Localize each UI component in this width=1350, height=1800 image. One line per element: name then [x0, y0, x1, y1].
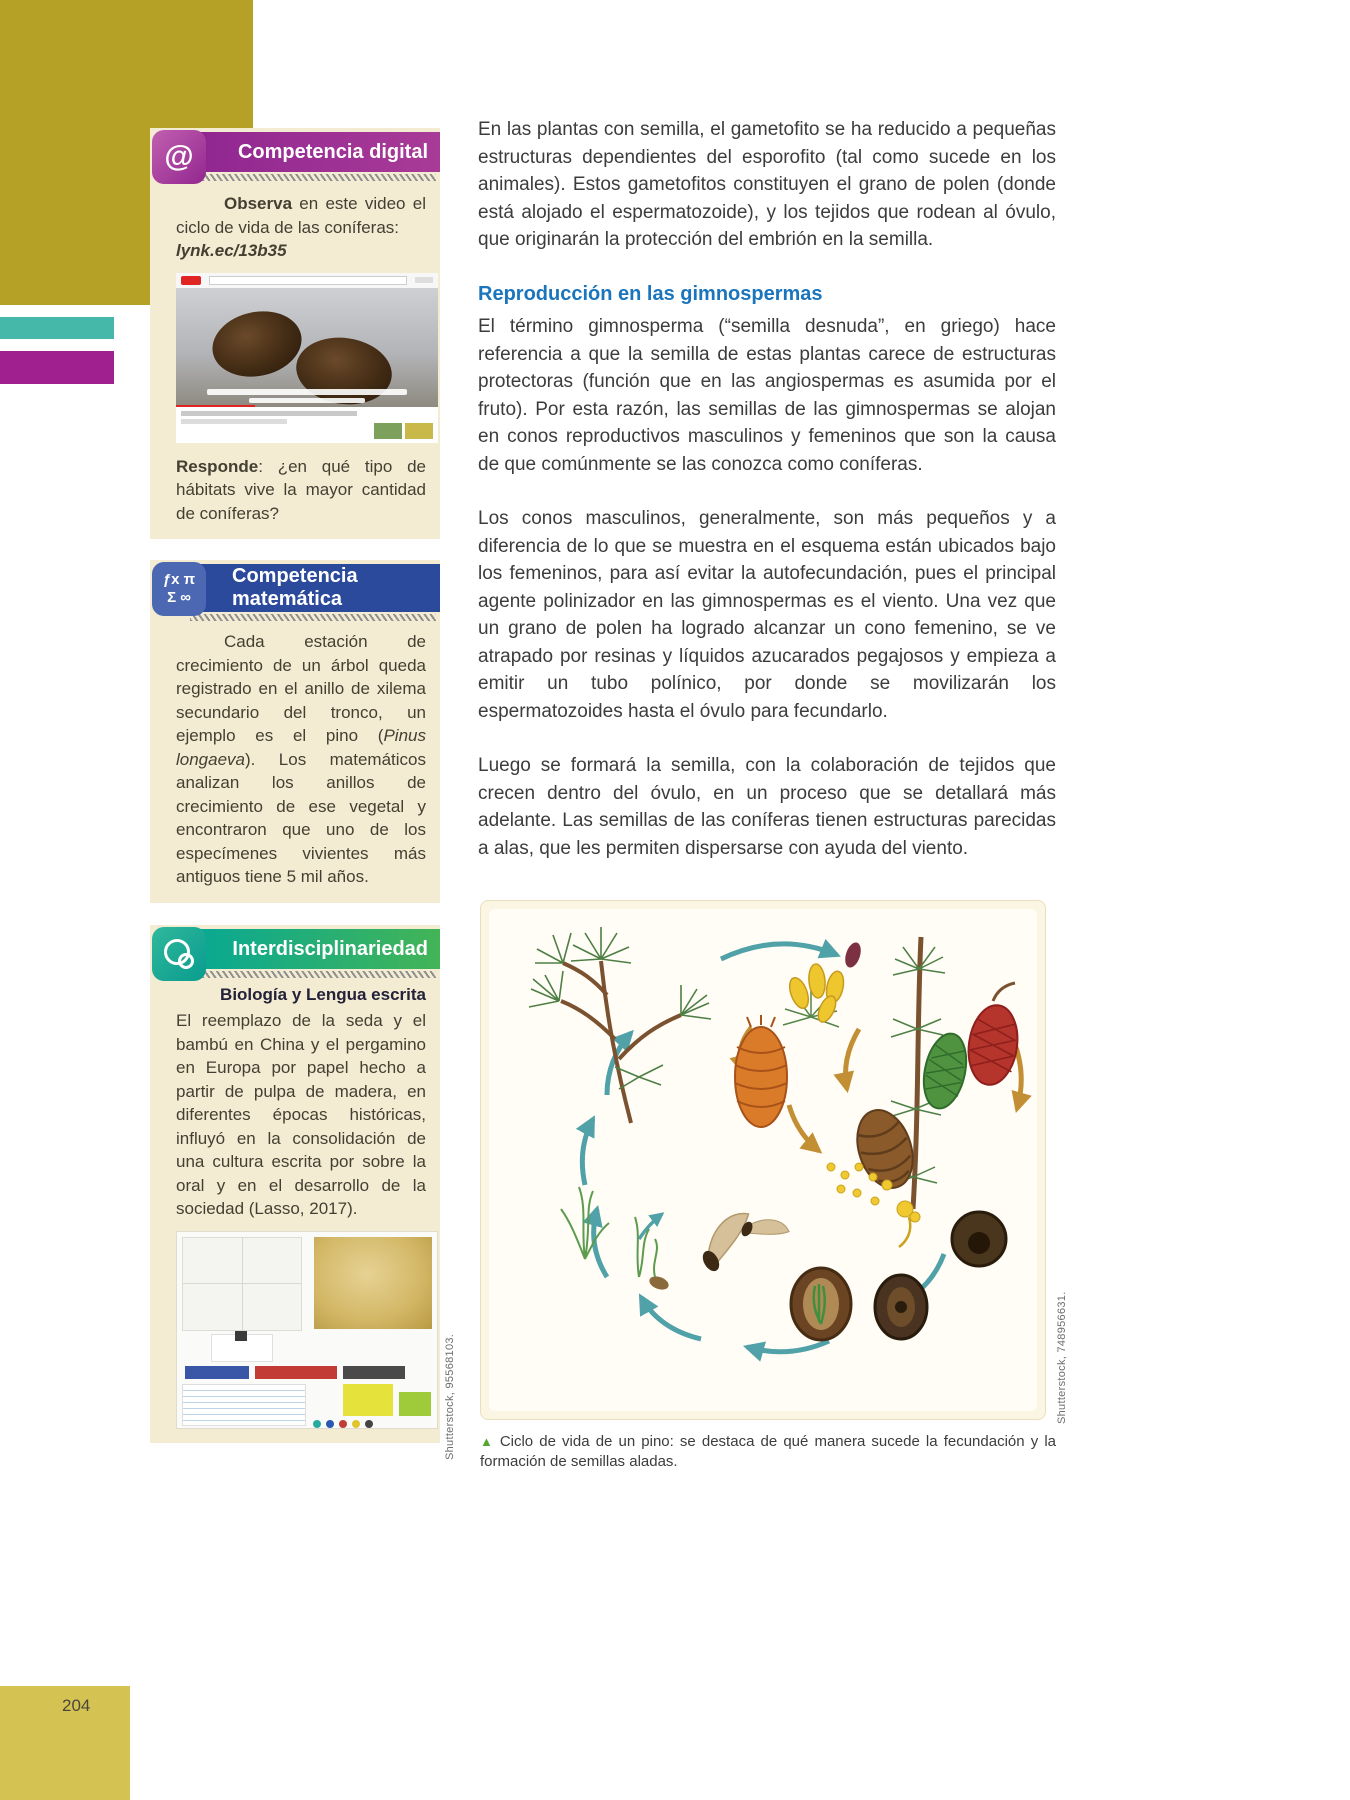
section-heading: Reproducción en las gimnospermas — [478, 282, 823, 305]
math-icon-line1: ƒx π — [162, 571, 196, 588]
color-dots — [313, 1420, 373, 1428]
paragraph-3: Los conos masculinos, generalmente, son más pequeños y a diferencia de lo que se muestra en el esquema están ubicados bajo los femeninos, para así evitar la autofecundación, pues el principal agente polinizador en las gimnospermas es el viento. Una vez que un grano de polen ha logrado alcanzar un cono femenino, se ve atrapado por resinas y líquidos azucarados pegajosos y empieza a emitir un tubo polínico, por donde se movilizarán los espermatozoides hasta el óvulo para fecundarlo. — [478, 508, 1056, 722]
hatch-decoration — [190, 614, 436, 621]
at-icon-glyph: @ — [164, 140, 194, 173]
rings-shape — [164, 939, 194, 969]
browser-toolbar — [176, 273, 438, 288]
species-name-italic: Pinus longaeva — [176, 726, 426, 769]
interdisciplinary-title: Interdisciplinariedad — [232, 937, 428, 960]
toolbar-buttons-shape — [415, 277, 433, 283]
math-competence-body — [150, 624, 440, 889]
dot — [339, 1420, 347, 1428]
video-title-placeholder — [181, 411, 357, 416]
main-text-column — [478, 116, 1056, 889]
math-symbols-icon — [152, 562, 206, 616]
blue-paper-strip — [185, 1366, 249, 1379]
margin-teal-stripe — [0, 317, 114, 339]
math-competence-header — [150, 560, 440, 624]
digital-intro-rest: en este video el ciclo de vida de las coníferas: — [176, 194, 426, 237]
dot — [352, 1420, 360, 1428]
page-number: 204 — [62, 1696, 91, 1715]
related-thumb-1 — [374, 423, 402, 439]
paragraph-1: En las plantas con semilla, el gametofito se ha reducido a pequeñas estructuras dependientes del esporofito (tal como sucede en los animales). Estos gametofitos constituyen el grano de polen (donde está alojado el espermatozoide), y los tejidos que rodean al óvulo, que originarán la protección del embrión en la semilla. — [478, 119, 1056, 250]
folded-paper — [182, 1237, 302, 1331]
video-frame-pinecones — [176, 288, 438, 407]
interdisciplinary-subtitle: Biología y Lengua escrita — [220, 985, 426, 1004]
paragraph-2: El término gimnosperma (“semilla desnuda”, en griego) hace referencia a que la semilla de estas plantas carece de estructuras protectoras (función que en las angiospermas es asumida por el fruto). Por esta razón, las semillas de las gimnospermas se alojan en conos reproductivos masculinos y femeninos que son la causa de que comúnmente se las conozca como coníferas. — [478, 316, 1056, 475]
ruled-notebook-paper — [182, 1384, 306, 1426]
video-link[interactable]: lynk.ec/13b35 — [176, 241, 287, 260]
dot — [365, 1420, 373, 1428]
parchment-paper — [314, 1237, 432, 1329]
digital-competence-box — [150, 128, 440, 539]
math-title-line1: Competencia — [232, 565, 358, 587]
digital-question-rest: : ¿en qué tipo de hábitats vive la mayor cantidad de coníferas? — [176, 456, 426, 523]
pine-lifecycle-svg — [489, 909, 1037, 1411]
margin-magenta-stripe — [0, 351, 114, 384]
pinecone-image-left — [206, 303, 307, 384]
search-bar-shape — [209, 276, 407, 285]
subtitle-line — [207, 389, 406, 395]
interdisciplinary-box — [150, 925, 440, 1443]
math-competence-box — [150, 560, 440, 903]
video-meta-placeholder — [181, 419, 287, 424]
digital-competence-title: Competencia digital — [237, 140, 428, 163]
paragraph-4: Luego se formará la semilla, con la colaboración de tejidos que crecen dentro del óvulo, en un proceso que se detallará más adelante. Las semillas de las coníferas tienen estructuras parecidas a alas, que les permiten dispersarse con ayuda del viento. — [478, 755, 1056, 859]
digital-question-text — [176, 455, 426, 526]
interdisciplinary-body — [150, 1005, 440, 1429]
spiral-circles-icon — [152, 927, 206, 981]
observa-label: Observa — [224, 194, 293, 213]
dot — [313, 1420, 321, 1428]
interdisciplinary-body-text: El reemplazo de la seda y el bambú en China y el pergamino en Europa por papel hecho a partir de pulpa de madera, en diferentes épocas históricas, influyó en la consolidación de una cultura escrita por sobre la oral y en el desarrollo de la sociedad (Lasso, 2017). — [176, 1011, 426, 1218]
math-icon-line2: Σ ∞ — [167, 589, 191, 606]
video-info-panel — [176, 407, 438, 443]
ring-small — [178, 953, 194, 969]
math-body-post: ). Los matemáticos analizan los anillos de crecimiento de ese vegetal y encontraron que uno de los especímenes vivientes más antiguos tiene 5 mil años. — [176, 749, 426, 886]
caption-triangle-icon: ▲ — [480, 1434, 495, 1449]
red-paper-strip — [255, 1366, 337, 1379]
math-body-pre: Cada estación de crecimiento de un árbol queda registrado en el anillo de xilema secundario del tronco, un ejemplo es el pino ( — [176, 632, 426, 745]
green-sticky-note — [399, 1392, 431, 1416]
math-body-text — [176, 630, 426, 889]
photo-credit-right: Shutterstock, 748956631. — [1056, 1291, 1068, 1424]
related-thumb-2 — [405, 423, 433, 439]
hatch-decoration — [190, 971, 436, 978]
responde-label: Responde — [176, 456, 259, 476]
paper-collage-image — [176, 1231, 438, 1429]
digital-competence-body — [150, 186, 440, 525]
youtube-logo-icon — [181, 276, 201, 285]
figure-caption — [480, 1432, 1056, 1472]
related-thumbnails — [374, 423, 433, 439]
math-title-line2: matemática — [232, 588, 343, 610]
pine-lifecycle-illustration — [489, 909, 1037, 1411]
dark-paper-strip — [343, 1366, 405, 1379]
video-progress-bar — [176, 405, 255, 407]
binder-clip — [235, 1331, 247, 1341]
pine-lifecycle-figure — [480, 900, 1046, 1420]
yellow-sticky-note — [343, 1384, 393, 1416]
digital-competence-header — [150, 128, 440, 186]
video-thumbnail[interactable] — [176, 273, 438, 443]
figure-caption-text: Ciclo de vida de un pino: se destaca de qué manera sucede la fecundación y la formación de semillas aladas. — [480, 1433, 1056, 1470]
at-icon — [152, 130, 206, 184]
interdisciplinary-header — [150, 925, 440, 983]
subtitle-line-2 — [249, 398, 364, 403]
dot — [326, 1420, 334, 1428]
hatch-decoration — [190, 174, 436, 181]
photo-credit-left: Shutterstock, 95568103. — [444, 1333, 456, 1460]
digital-intro-text — [176, 192, 426, 239]
